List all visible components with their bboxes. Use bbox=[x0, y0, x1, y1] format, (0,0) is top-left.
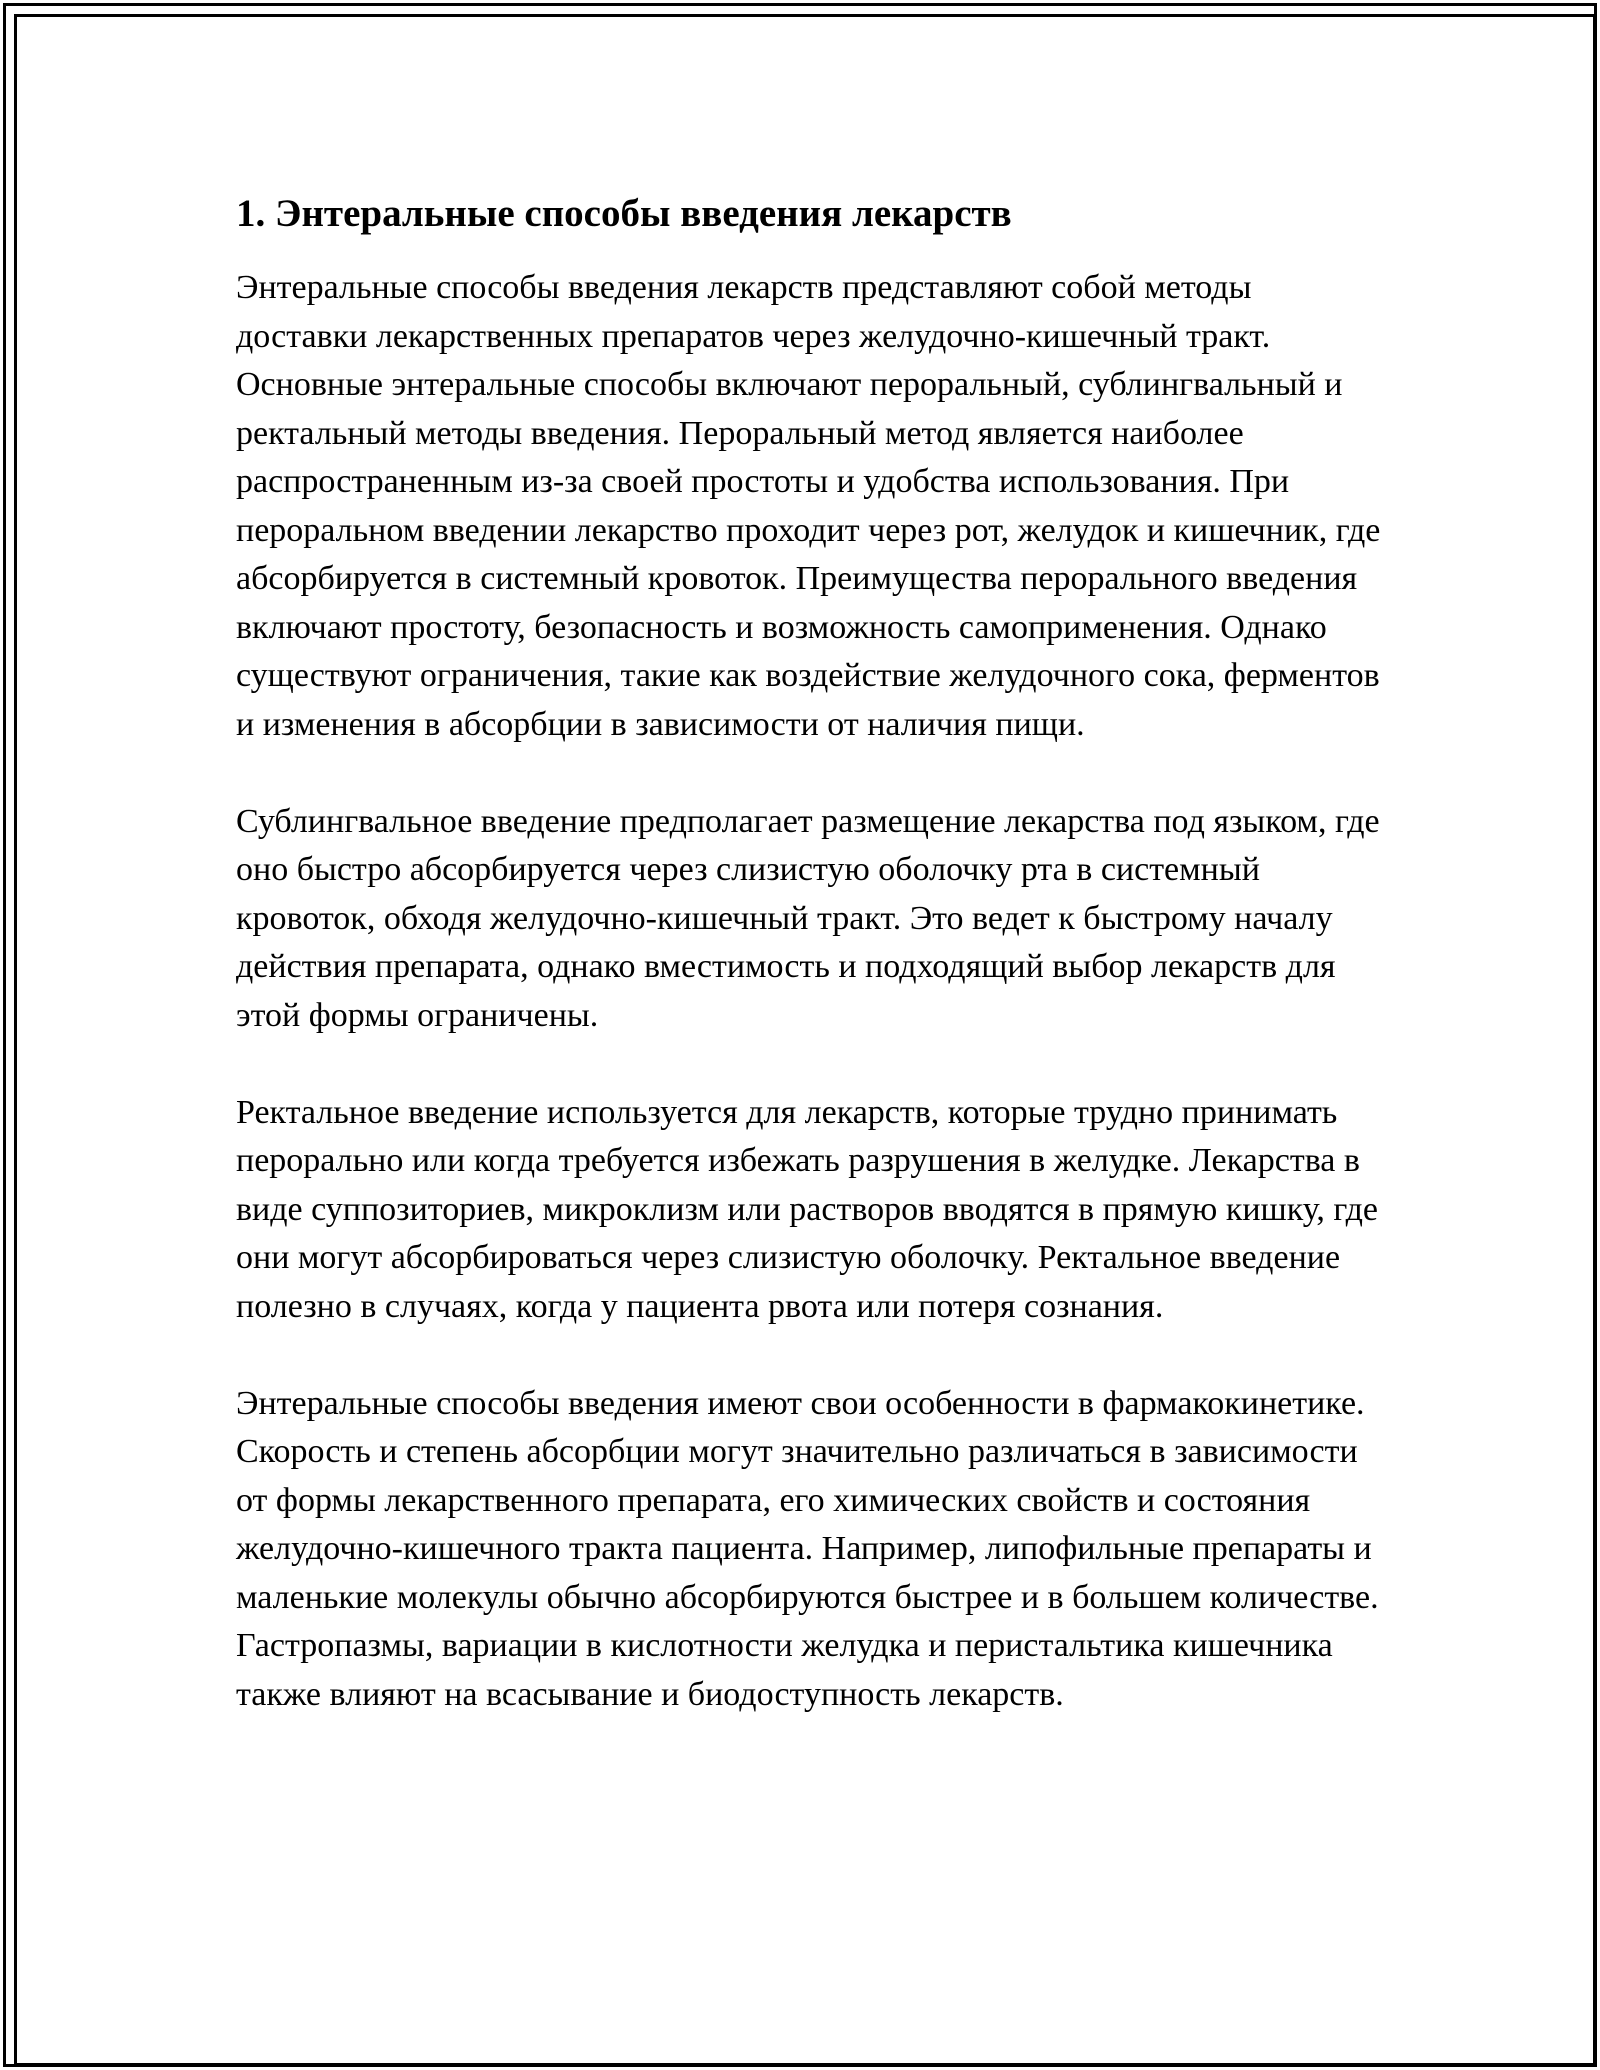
paragraph-rectal: Ректальное введение используется для лекарств, которые трудно принимать перорально или когда требуется избежать разрушения в желудке. Лекарства в виде суппозиториев, микроклизм или растворов вводятся в прямую кишку, где они могут абсорбироваться через слизистую оболочку. Ректальное введение полезно в случаях, когда у пациента рвота или потеря сознания. bbox=[236, 1093, 1379, 1325]
paragraph-enteral-overview: Энтеральные способы введения лекарств представляют собой методы доставки лекарственных препаратов через желудочно-кишечный тракт. Основные энтеральные способы включают пероральный, сублингвальный и ректальный методы введения. Пероральный метод является наиболее распространенным из-за своей простоты и удобства использования. При пероральном введении лекарство проходит через рот, желудок и кишечник, где абсорбируется в системный кровоток. Преимущества перорального введения включают простоту, безопасность и возможность самоприменения. Однако существуют ограничения, такие как воздействие желудочного сока, ферментов и изменения в абсорбции в зависимости от наличия пищи. bbox=[236, 269, 1381, 743]
paragraph-sublingual: Сублингвальное введение предполагает размещение лекарства под языком, где оно быстро абсорбируется через слизистую оболочку рта в системный кровоток, обходя желудочно-кишечный тракт. Это ведет к быстрому началу действия препарата, однако вместимость и подходящий выбор лекарств для этой формы ограничены. bbox=[236, 802, 1380, 1034]
section-heading: 1. Энтеральные способы введения лекарств bbox=[236, 192, 1012, 235]
document-body bbox=[236, 186, 1386, 1719]
paragraph-pharmacokinetics: Энтеральные способы введения имеют свои особенности в фармакокинетике. Скорость и степень абсорбции могут значительно различаться в зависимости от формы лекарственного препарата, его химических свойств и состояния желудочно-кишечного тракта пациента. Например, липофильные препараты и маленькие молекулы обычно абсорбируются быстрее и в большем количестве. Гастропазмы, вариации в кислотности желудка и перистальтика кишечника также влияют на всасывание и биодоступность лекарств. bbox=[236, 1384, 1379, 1713]
